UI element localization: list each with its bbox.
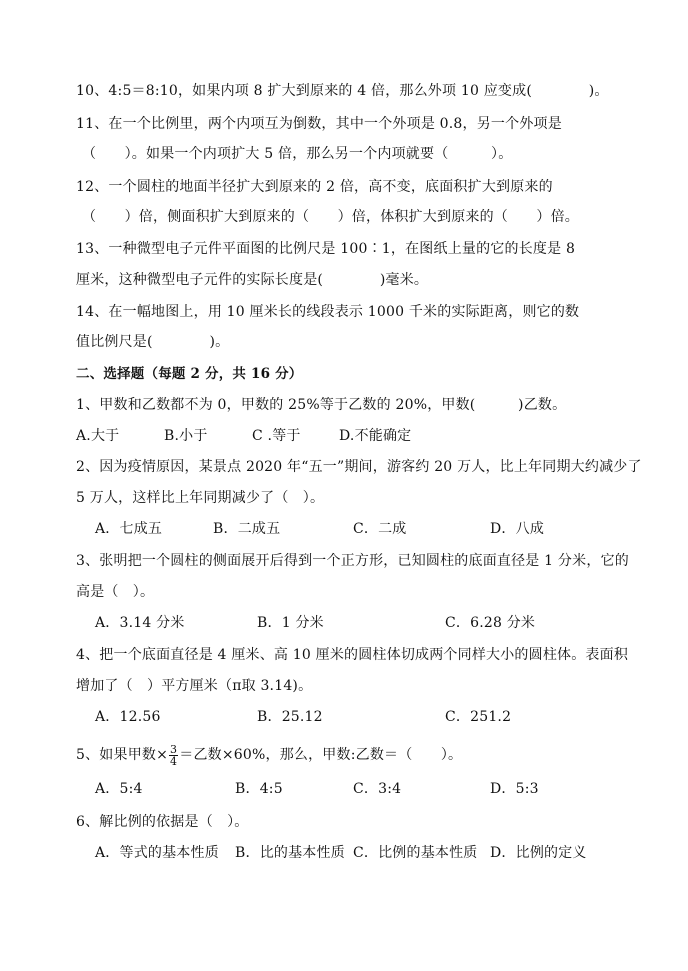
question-5-stem-start: 5、如果甲数×	[76, 747, 169, 763]
choice-question-3-line1: 3、张明把一个圆柱的侧面展开后得到一个正方形，已知圆柱的底面直径是 1 分米，它的	[76, 553, 629, 569]
option-c: C．二成	[353, 521, 407, 537]
option-a: A．3.14 分米	[95, 615, 185, 631]
option-a: A．等式的基本性质	[95, 845, 219, 861]
fill-question-11-line2: （ ）。如果一个内项扩大 5 倍，那么另一个内项就要（ ）。	[82, 146, 513, 162]
choice-question-6-options	[95, 841, 655, 865]
fraction-numerator: 3	[170, 742, 178, 756]
fill-question-13-line2: 厘米，这种微型电子元件的实际长度是( )毫米。	[76, 272, 429, 288]
option-c: C．251.2	[445, 709, 512, 725]
fill-question-12-line1: 12、一个圆柱的地面半径扩大到原来的 2 倍，高不变，底面积扩大到原来的	[76, 179, 553, 195]
option-b: B．4:5	[235, 781, 283, 797]
fraction-three-quarters	[169, 744, 178, 767]
choice-question-3-line2: 高是（ ）。	[76, 584, 155, 600]
option-c: C .等于	[252, 428, 301, 444]
choice-question-4-line2: 增加了（ ）平方厘米（π取 3.14)。	[76, 678, 313, 694]
choice-question-1: 1、甲数和乙数都不为 0，甲数的 25%等于乙数的 20%，甲数( )乙数。	[76, 397, 567, 413]
choice-question-2-line2: 5 万人，这样比上年同期减少了（ ）。	[76, 490, 325, 506]
option-b: B．25.12	[257, 709, 323, 725]
choice-question-5	[76, 740, 636, 770]
option-b: B．比的基本性质	[235, 845, 345, 861]
option-c: C．比例的基本性质	[353, 845, 478, 861]
fraction-denominator: 4	[170, 754, 178, 768]
option-b: B.小于	[164, 428, 208, 444]
fill-question-12-line2: （ ）倍，侧面积扩大到原来的（ ）倍，体积扩大到原来的（ ）倍。	[82, 209, 579, 225]
choice-question-2-options	[95, 517, 655, 541]
option-d: D．八成	[490, 521, 545, 537]
fill-question-11-line1: 11、在一个比例里，两个内项互为倒数，其中一个外项是 0.8，另一个外项是	[76, 116, 562, 132]
choice-question-3-options	[95, 611, 655, 635]
option-a: A．七成五	[95, 521, 163, 537]
option-c: C．6.28 分米	[445, 615, 536, 631]
option-d: D．比例的定义	[490, 845, 587, 861]
option-b: B．1 分米	[257, 615, 324, 631]
choice-question-6: 6、解比例的依据是（ ）。	[76, 814, 249, 830]
section-title-choice: 二、选择题（每题 2 分，共 16 分）	[76, 366, 303, 382]
option-b: B．二成五	[213, 521, 281, 537]
fill-question-14-line2: 值比例尺是( )。	[76, 334, 230, 350]
choice-question-2-line1: 2、因为疫情原因，某景点 2020 年“五一”期间，游客约 20 万人，比上年同期大约减少了	[76, 459, 642, 475]
option-a: A．5:4	[95, 781, 143, 797]
option-d: D．5:3	[490, 781, 539, 797]
option-d: D.不能确定	[339, 428, 412, 444]
choice-question-4-line1: 4、把一个底面直径是 4 厘米、高 10 厘米的圆柱体切成两个同样大小的圆柱体。表面积	[76, 647, 629, 663]
choice-question-4-options	[95, 705, 655, 729]
choice-question-5-options	[95, 777, 655, 801]
option-a: A．12.56	[95, 709, 161, 725]
option-c: C．3:4	[353, 781, 402, 797]
question-5-stem-end: ＝乙数×60%，那么，甲数:乙数＝（ ）。	[179, 747, 463, 763]
fill-question-10: 10、4:5＝8:10，如果内项 8 扩大到原来的 4 倍，那么外项 10 应变成( )。	[76, 83, 609, 99]
fill-question-13-line1: 13、一种微型电子元件平面图的比例尺是 100∶1，在图纸上量的它的长度是 8	[76, 241, 576, 257]
fill-question-14-line1: 14、在一幅地图上，用 10 厘米长的线段表示 1000 千米的实际距离，则它的数	[76, 304, 580, 320]
option-a: A.大于	[76, 428, 120, 444]
choice-question-1-options	[76, 424, 636, 448]
